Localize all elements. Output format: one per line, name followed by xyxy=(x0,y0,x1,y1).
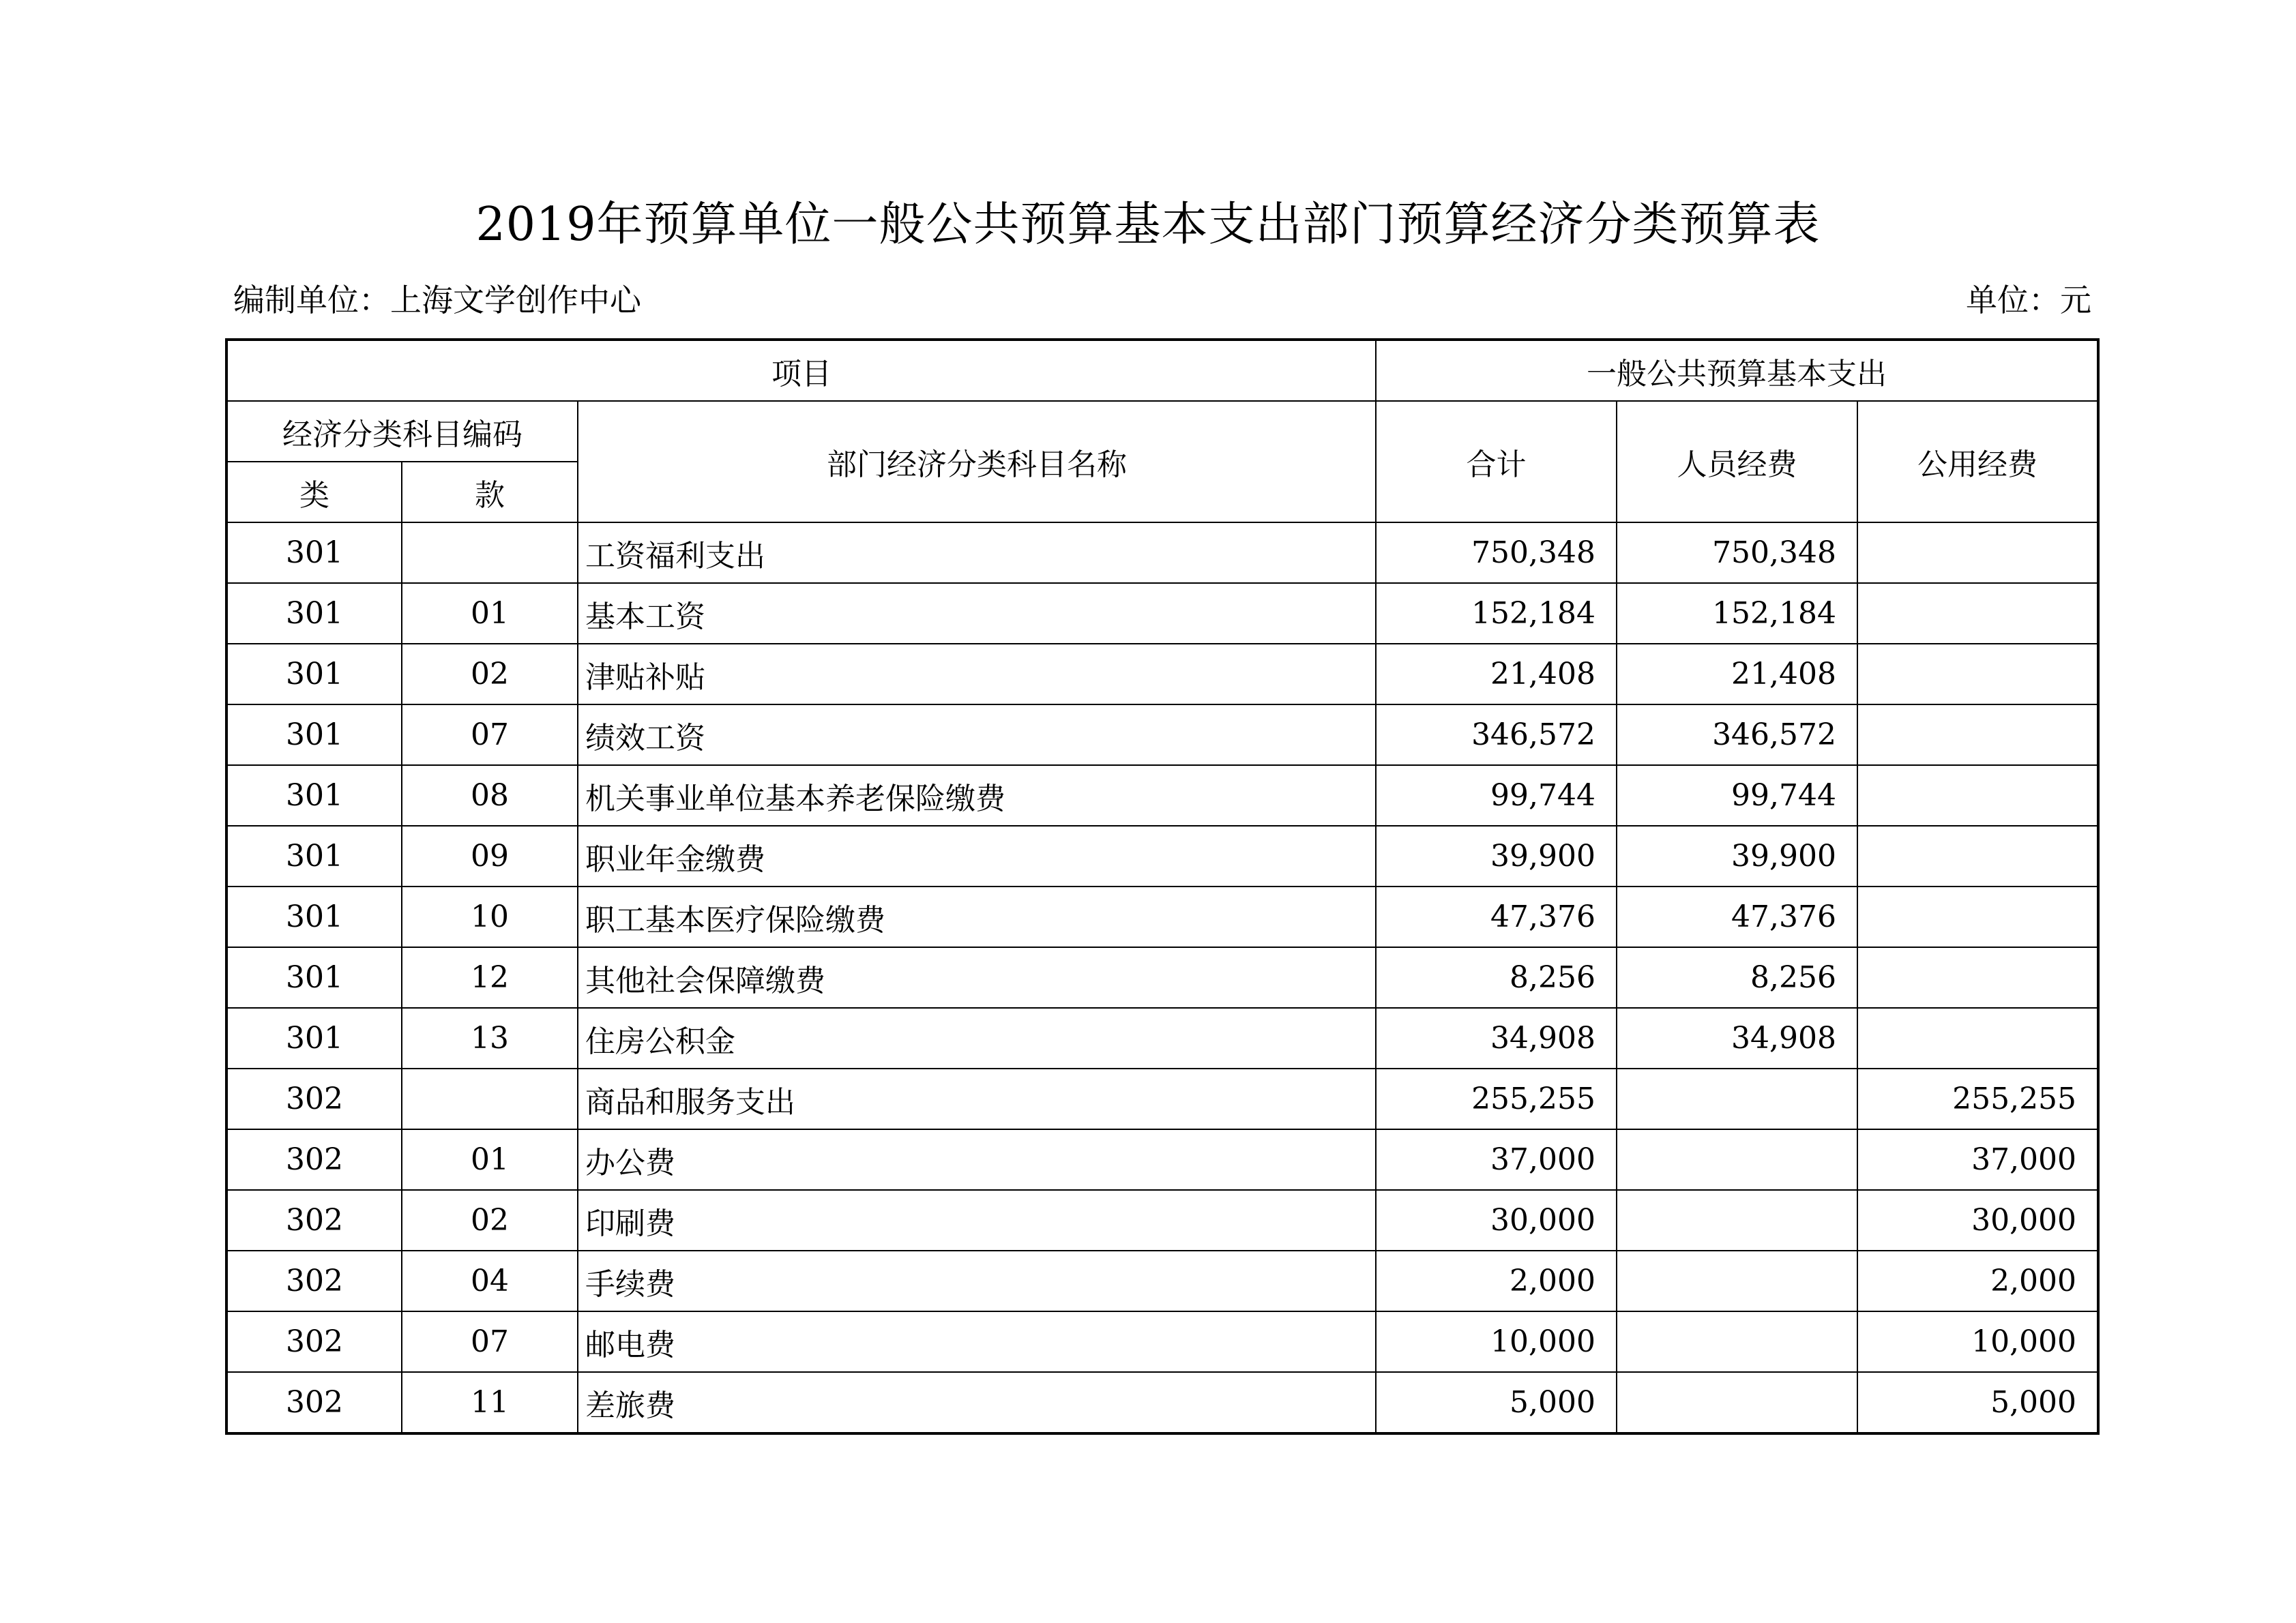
unit-label: 单位：元 xyxy=(1966,282,2091,318)
header-row-2 xyxy=(226,401,2098,462)
cell-total: 30,000 xyxy=(1376,1190,1617,1251)
cell-personnel xyxy=(1617,1129,1857,1190)
cell-public xyxy=(1857,583,2098,644)
cell-personnel xyxy=(1617,1372,1857,1433)
cell-personnel: 39,900 xyxy=(1617,826,1857,887)
header-project: 项目 xyxy=(226,340,1376,401)
cell-personnel xyxy=(1617,1190,1857,1251)
cell-public xyxy=(1857,704,2098,765)
org-label: 编制单位：上海文学创作中心 xyxy=(233,282,641,318)
cell-total: 750,348 xyxy=(1376,522,1617,583)
cell-total: 47,376 xyxy=(1376,887,1617,947)
cell-public: 30,000 xyxy=(1857,1190,2098,1251)
cell-lei: 301 xyxy=(226,522,402,583)
cell-kuan: 09 xyxy=(402,826,578,887)
cell-kuan xyxy=(402,522,578,583)
cell-public: 10,000 xyxy=(1857,1311,2098,1372)
cell-public xyxy=(1857,1008,2098,1069)
cell-personnel: 8,256 xyxy=(1617,947,1857,1008)
cell-total: 37,000 xyxy=(1376,1129,1617,1190)
cell-lei: 301 xyxy=(226,826,402,887)
cell-name: 邮电费 xyxy=(578,1311,1376,1372)
cell-lei: 302 xyxy=(226,1190,402,1251)
cell-kuan: 02 xyxy=(402,1190,578,1251)
cell-name: 津贴补贴 xyxy=(578,644,1376,704)
cell-public: 255,255 xyxy=(1857,1069,2098,1129)
cell-personnel: 21,408 xyxy=(1617,644,1857,704)
cell-lei: 301 xyxy=(226,644,402,704)
cell-personnel: 99,744 xyxy=(1617,765,1857,826)
header-general-budget: 一般公共预算基本支出 xyxy=(1376,340,2098,401)
cell-lei: 302 xyxy=(226,1069,402,1129)
cell-total: 21,408 xyxy=(1376,644,1617,704)
page-title: 2019年预算单位一般公共预算基本支出部门预算经济分类预算表 xyxy=(475,198,1821,252)
cell-name: 其他社会保障缴费 xyxy=(578,947,1376,1008)
cell-public xyxy=(1857,947,2098,1008)
header-lei: 类 xyxy=(226,462,402,522)
table-row xyxy=(226,1008,2098,1069)
cell-personnel xyxy=(1617,1069,1857,1129)
table-row xyxy=(226,947,2098,1008)
cell-personnel: 346,572 xyxy=(1617,704,1857,765)
cell-lei: 301 xyxy=(226,947,402,1008)
cell-kuan: 04 xyxy=(402,1251,578,1311)
cell-public xyxy=(1857,644,2098,704)
table-row xyxy=(226,583,2098,644)
cell-public: 37,000 xyxy=(1857,1129,2098,1190)
cell-name: 住房公积金 xyxy=(578,1008,1376,1069)
header-personnel: 人员经费 xyxy=(1617,401,1857,522)
cell-kuan: 13 xyxy=(402,1008,578,1069)
cell-total: 255,255 xyxy=(1376,1069,1617,1129)
cell-kuan: 11 xyxy=(402,1372,578,1433)
cell-public xyxy=(1857,887,2098,947)
cell-lei: 301 xyxy=(226,583,402,644)
cell-name: 差旅费 xyxy=(578,1372,1376,1433)
cell-personnel xyxy=(1617,1251,1857,1311)
cell-public xyxy=(1857,826,2098,887)
cell-name: 职业年金缴费 xyxy=(578,826,1376,887)
cell-public: 2,000 xyxy=(1857,1251,2098,1311)
header-public: 公用经费 xyxy=(1857,401,2098,522)
table-row xyxy=(226,1129,2098,1190)
cell-public xyxy=(1857,522,2098,583)
cell-lei: 302 xyxy=(226,1372,402,1433)
cell-kuan: 10 xyxy=(402,887,578,947)
table-row xyxy=(226,1069,2098,1129)
cell-kuan xyxy=(402,1069,578,1129)
table-row xyxy=(226,644,2098,704)
cell-lei: 301 xyxy=(226,1008,402,1069)
cell-total: 8,256 xyxy=(1376,947,1617,1008)
table-row xyxy=(226,765,2098,826)
cell-kuan: 12 xyxy=(402,947,578,1008)
cell-kuan: 07 xyxy=(402,704,578,765)
cell-name: 商品和服务支出 xyxy=(578,1069,1376,1129)
cell-name: 机关事业单位基本养老保险缴费 xyxy=(578,765,1376,826)
budget-table xyxy=(225,338,2100,1435)
cell-kuan: 08 xyxy=(402,765,578,826)
cell-total: 10,000 xyxy=(1376,1311,1617,1372)
cell-name: 基本工资 xyxy=(578,583,1376,644)
cell-total: 99,744 xyxy=(1376,765,1617,826)
cell-lei: 301 xyxy=(226,765,402,826)
cell-total: 152,184 xyxy=(1376,583,1617,644)
cell-personnel: 47,376 xyxy=(1617,887,1857,947)
cell-name: 工资福利支出 xyxy=(578,522,1376,583)
header-code-group: 经济分类科目编码 xyxy=(226,401,578,462)
cell-lei: 301 xyxy=(226,887,402,947)
header-row-1 xyxy=(226,340,2098,401)
table-row xyxy=(226,704,2098,765)
header-name: 部门经济分类科目名称 xyxy=(578,401,1376,522)
cell-name: 办公费 xyxy=(578,1129,1376,1190)
budget-table-body xyxy=(226,340,2098,1433)
table-row xyxy=(226,1190,2098,1251)
table-row xyxy=(226,522,2098,583)
cell-lei: 302 xyxy=(226,1251,402,1311)
cell-total: 346,572 xyxy=(1376,704,1617,765)
header-total: 合计 xyxy=(1376,401,1617,522)
table-row xyxy=(226,1311,2098,1372)
cell-personnel: 750,348 xyxy=(1617,522,1857,583)
cell-lei: 302 xyxy=(226,1129,402,1190)
cell-name: 职工基本医疗保险缴费 xyxy=(578,887,1376,947)
cell-kuan: 02 xyxy=(402,644,578,704)
cell-total: 5,000 xyxy=(1376,1372,1617,1433)
cell-total: 2,000 xyxy=(1376,1251,1617,1311)
cell-total: 39,900 xyxy=(1376,826,1617,887)
cell-name: 绩效工资 xyxy=(578,704,1376,765)
header-kuan: 款 xyxy=(402,462,578,522)
table-row xyxy=(226,1372,2098,1433)
cell-public xyxy=(1857,765,2098,826)
cell-total: 34,908 xyxy=(1376,1008,1617,1069)
cell-personnel: 152,184 xyxy=(1617,583,1857,644)
cell-kuan: 01 xyxy=(402,1129,578,1190)
cell-personnel: 34,908 xyxy=(1617,1008,1857,1069)
table-row xyxy=(226,887,2098,947)
cell-public: 5,000 xyxy=(1857,1372,2098,1433)
cell-lei: 302 xyxy=(226,1311,402,1372)
cell-lei: 301 xyxy=(226,704,402,765)
cell-personnel xyxy=(1617,1311,1857,1372)
cell-name: 手续费 xyxy=(578,1251,1376,1311)
cell-kuan: 07 xyxy=(402,1311,578,1372)
cell-kuan: 01 xyxy=(402,583,578,644)
table-row xyxy=(226,826,2098,887)
table-row xyxy=(226,1251,2098,1311)
cell-name: 印刷费 xyxy=(578,1190,1376,1251)
